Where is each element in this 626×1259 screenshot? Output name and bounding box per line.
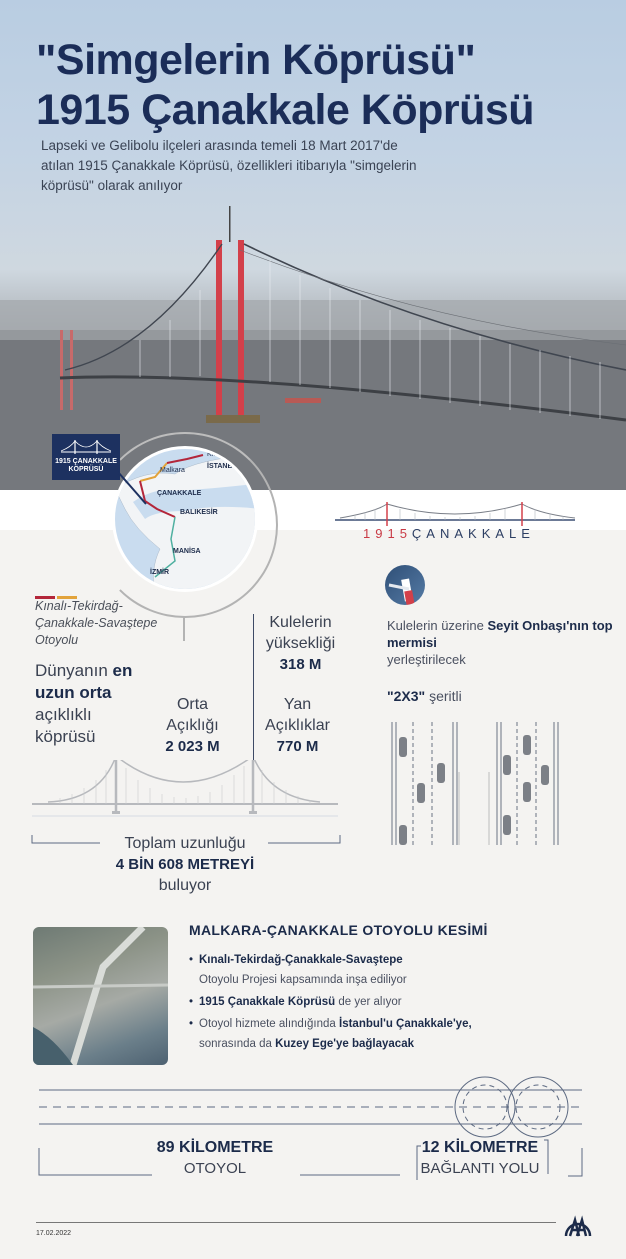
map-city-kinali: Kınalı bbox=[207, 451, 225, 458]
logo-name: ÇANAKKALE bbox=[411, 526, 535, 541]
lanes-title: "2X3" şeritli bbox=[387, 688, 462, 704]
callout-pointer bbox=[118, 470, 148, 510]
callout-label: 1915 ÇANAKKALE KÖPRÜSÜ bbox=[55, 458, 117, 473]
route-map bbox=[112, 446, 258, 592]
publish-date: 17.02.2022 bbox=[36, 1230, 72, 1237]
canakkale-1915-logo bbox=[335, 500, 580, 545]
tower-height-metric: Kulelerin yüksekliği 318 M bbox=[265, 614, 336, 673]
highway-bullet-list bbox=[189, 950, 472, 1056]
title-line-1: "Simgelerin Köprüsü" bbox=[36, 36, 476, 84]
link-road-distance: 12 KİLOMETRE BAĞLANTI YOLU bbox=[420, 1139, 540, 1177]
map-city-canakkale: ÇANAKKALE bbox=[157, 490, 202, 497]
highway-section-title: MALKARA-ÇANAKKALE OTOYOLU KESİMİ bbox=[189, 922, 488, 938]
bridge-diagram bbox=[30, 760, 350, 820]
route-legend bbox=[35, 586, 79, 589]
record-text: Dünyanın en uzun orta açıklıklı köprüsü bbox=[35, 661, 133, 746]
aa-logo-icon bbox=[563, 1212, 593, 1238]
highway-aerial-photo bbox=[33, 927, 168, 1065]
lead-paragraph: Lapseki ve Gelibolu ilçeleri arasında temeli 18 Mart 2017'de atılan 1915 Çanakkale Köprüsü, özellikleri itibarıyla "simgelerin köprüsü" olarak anılıyor bbox=[41, 138, 417, 193]
bullet-item: • 1915 Çanakkale Köprüsü de yer alıyor bbox=[189, 992, 472, 1012]
tower-height-line bbox=[253, 614, 254, 764]
lanes-diagram bbox=[390, 720, 590, 850]
shell-on-tower-icon bbox=[385, 565, 425, 605]
title-line-2: 1915 Çanakkale Köprüsü bbox=[36, 86, 535, 134]
seyit-onbasi-text: Kulelerin üzerine Seyit Onbaşı'nın top mermisi yerleştirilecek bbox=[387, 618, 613, 667]
map-city-malkara: Malkara bbox=[160, 467, 185, 474]
total-length-metric: Toplam uzunluğu 4 BİN 608 METREYİ buluyor bbox=[115, 835, 255, 894]
map-connector bbox=[183, 617, 185, 641]
bullet-item: • Kınalı-Tekirdağ-Çanakkale-Savaştepe Otoyolu Projesi kapsamında inşa ediliyor bbox=[189, 950, 472, 990]
logo-number: 1915 bbox=[363, 526, 412, 541]
bullet-item: • Otoyol hizmete alındığında İstanbul'u Çanakkale'ye, sonrasında da Kuzey Ege'ye bağlayacak bbox=[189, 1014, 472, 1054]
map-city-balikesir: BALIKESİR bbox=[180, 509, 218, 516]
side-span-metric: Yan Açıklıklar 770 M bbox=[265, 696, 330, 755]
map-city-istanbul: İSTANBUL bbox=[207, 463, 242, 470]
center-span-metric: Orta Açıklığı 2 023 M bbox=[165, 696, 220, 755]
hero-photo bbox=[0, 0, 626, 490]
route-name: Kınalı-Tekirdağ- Çanakkale-Savaştepe Otoyolu bbox=[35, 599, 158, 647]
bridge-callout-box bbox=[52, 434, 120, 480]
highway-distance: 89 KİLOMETRE OTOYOL bbox=[156, 1139, 274, 1177]
map-city-izmir: İZMİR bbox=[150, 569, 170, 576]
map-city-manisa: MANİSA bbox=[173, 548, 201, 555]
footer-divider bbox=[36, 1222, 556, 1223]
bridge-icon bbox=[61, 439, 111, 455]
